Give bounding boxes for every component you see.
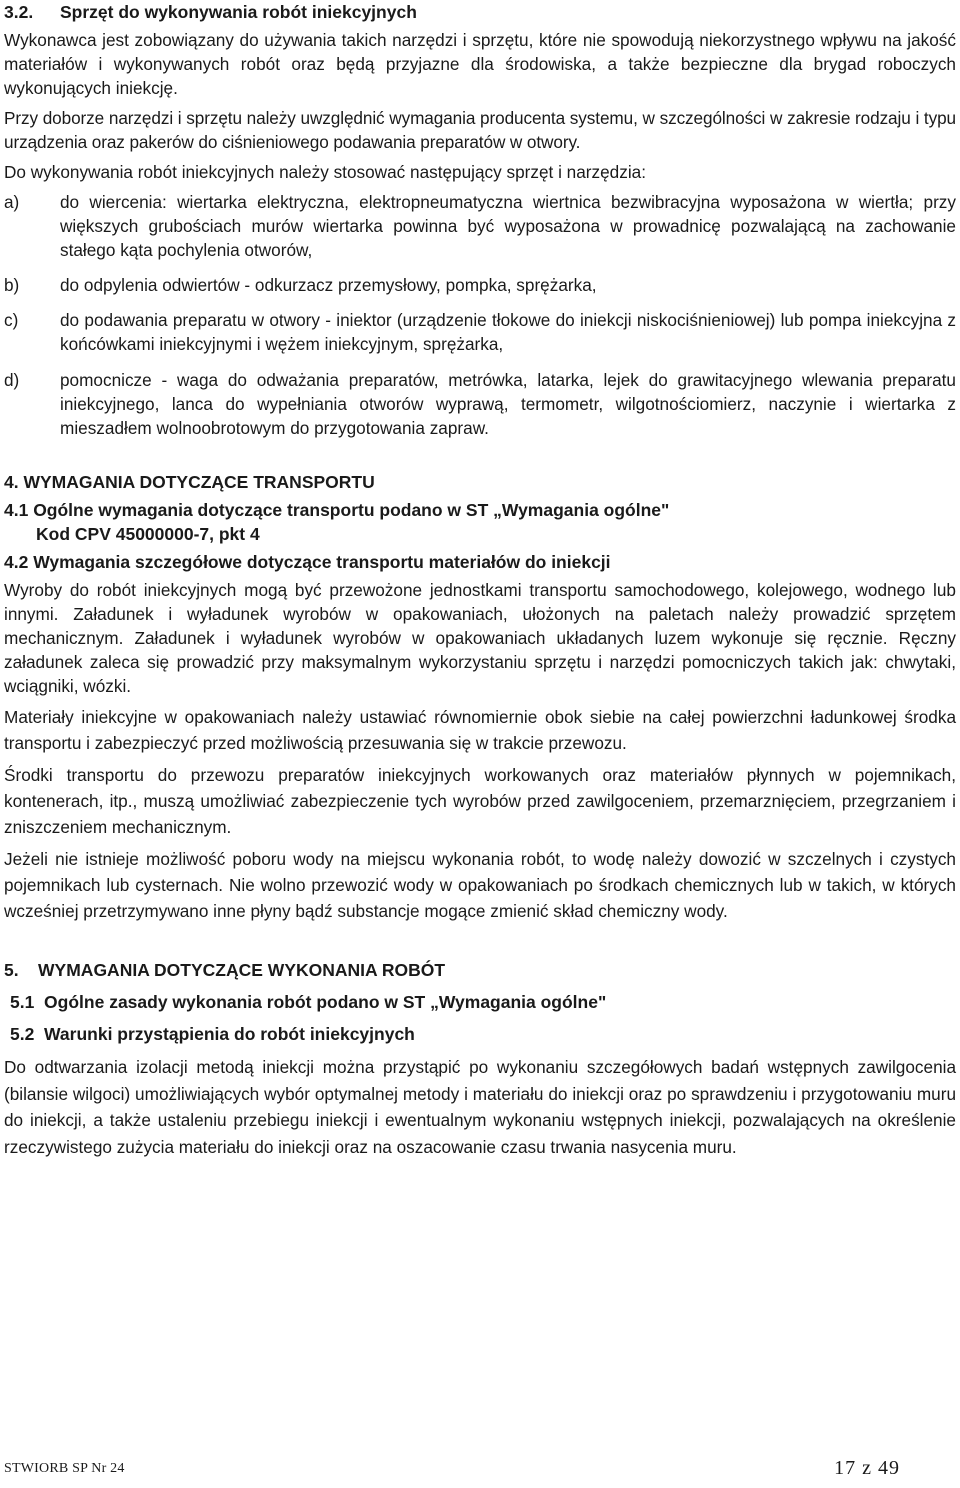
paragraph: Wyroby do robót iniekcyjnych mogą być przewożone jednostkami transportu samochodowego, kolejowego, wodnego lub innymi. Załadunek i wyładunek wyrobów w opakowaniach, ułożonych na paletach należy prowadzić sprzętem mechanicznym. Załadunek i wyładunek wyrobów w opakowaniach układanych luzem wykonuje się ręcznie. Ręczny załadunek zaleca się prowadzić przy maksymalnym wykorzystaniu sprzętu i narzędzi pomocniczych takich jak: chwytaki, wciągniki, wózki. [4, 580, 956, 696]
equipment-list [4, 190, 956, 440]
heading-text: Sprzęt do wykonywania robót iniekcyjnych [60, 2, 417, 22]
list-item [4, 308, 956, 356]
list-item [4, 368, 956, 440]
list-marker: b) [4, 275, 20, 295]
subsection-4-1-heading-line2: Kod CPV 45000000-7, pkt 4 [36, 524, 260, 544]
list-text: do podawania preparatu w otwory - iniektor (urządzenie tłokowe do iniekcji niskociśnieniowej) lub pompa iniekcyjna z końcówkami iniekcyjnymi i wężem iniekcyjnym, sprężarka, [60, 310, 956, 354]
subsection-5-1-heading: 5.1 Ogólne zasady wykonania robót podano w ST „Wymagania ogólne" [10, 992, 607, 1012]
paragraph: Wykonawca jest zobowiązany do używania takich narzędzi i sprzętu, które nie spowodują niekorzystnego wpływu na jakość materiałów i wykonywanych robót oraz będą przyjazne dla środowiska, a także bezpieczne dla brygad roboczych wykonujących iniekcję. [4, 30, 956, 98]
paragraph: Do wykonywania robót iniekcyjnych należy stosować następujący sprzęt i narzędzia: [4, 162, 646, 182]
footer-document-id: STWIORB SP Nr 24 [4, 1461, 125, 1476]
list-marker: c) [4, 310, 19, 330]
heading-number: 3.2. [4, 2, 34, 22]
section-4-heading: 4. WYMAGANIA DOTYCZĄCE TRANSPORTU [4, 472, 375, 492]
list-text: do wiercenia: wiertarka elektryczna, elektropneumatyczna wiertnica bezwibracyjna wyposażona w wiertła; przy większych grubościach murów wiertarka powinna być wyposażona w prowadnicę pozwalającą na zachowanie stałego kąta pochylenia otworów, [60, 192, 956, 260]
subsection-4-1-heading: 4.1 Ogólne wymagania dotyczące transportu podano w ST „Wymagania ogólne" [4, 500, 670, 520]
section-5-heading: 5. WYMAGANIA DOTYCZĄCE WYKONANIA ROBÓT [4, 960, 446, 980]
subsection-5-2-heading: 5.2 Warunki przystąpienia do robót iniekcyjnych [10, 1024, 415, 1044]
list-marker: a) [4, 192, 20, 212]
list-marker: d) [4, 370, 20, 390]
paragraph: Do odtwarzania izolacji metodą iniekcji można przystąpić po wykonaniu szczegółowych badań wstępnych zawilgocenia (bilansie wilgoci) umożliwiających wybór optymalnej metody i materiału do iniekcji oraz po sprawdzeniu i przygotowaniu muru do iniekcji, a także ustaleniu przebiegu iniekcji i ewentualnym wykonaniu wstępnych iniekcji, pozwalających na określenie rzeczywistego zużycia materiału do iniekcji oraz na oszacowanie czasu trwania nasycenia muru. [4, 1057, 956, 1157]
paragraph: Przy doborze narzędzi i sprzętu należy uwzględnić wymagania producenta systemu, w szczególności w zakresie rodzaju i typu urządzenia oraz pakerów do ciśnieniowego podawania preparatów w otwory. [4, 108, 956, 152]
list-item [4, 190, 956, 262]
list-text: pomocnicze - waga do odważania preparatów, metrówka, latarka, lejek do grawitacyjnego wlewania preparatu iniekcyjnego, lanca do wypełniania otworów wyprawą, termometr, wilgotnościomierz, naczynie i wiertarka z mieszadłem wolnoobrotowym do przygotowania zapraw. [60, 370, 956, 438]
page-content [4, 0, 956, 1160]
list-item [4, 273, 956, 297]
list-text: do odpylenia odwiertów - odkurzacz przemysłowy, pompka, sprężarka, [60, 275, 597, 295]
paragraph: Środki transportu do przewozu preparatów iniekcyjnych workowanych oraz materiałów płynnych w pojemnikach, kontenerach, itp., muszą umożliwiać zabezpieczenie tych wyrobów przed zawilgoceniem, przemarznięciem, przegrzaniem i zniszczeniem mechanicznym. [4, 765, 956, 837]
section-3-2-heading [4, 0, 956, 24]
subsection-4-2-heading: 4.2 Wymagania szczegółowe dotyczące transportu materiałów do iniekcji [4, 552, 611, 572]
footer-page-number: 17 z 49 [834, 1457, 900, 1479]
paragraph: Materiały iniekcyjne w opakowaniach należy ustawiać równomiernie obok siebie na całej powierzchni ładunkowej środka transportu i zabezpieczyć przed możliwością przesuwania się w trakcie przewozu. [4, 707, 956, 753]
paragraph: Jeżeli nie istnieje możliwość poboru wody na miejscu wykonania robót, to wodę należy dowozić w szczelnych i czystych pojemnikach lub cysternach. Nie wolno przewozić wody w opakowaniach po środkach chemicznych lub w takich, w których wcześniej przetrzymywano inne płyny bądź substancje mogące zmienić skład chemiczny wody. [4, 849, 956, 921]
